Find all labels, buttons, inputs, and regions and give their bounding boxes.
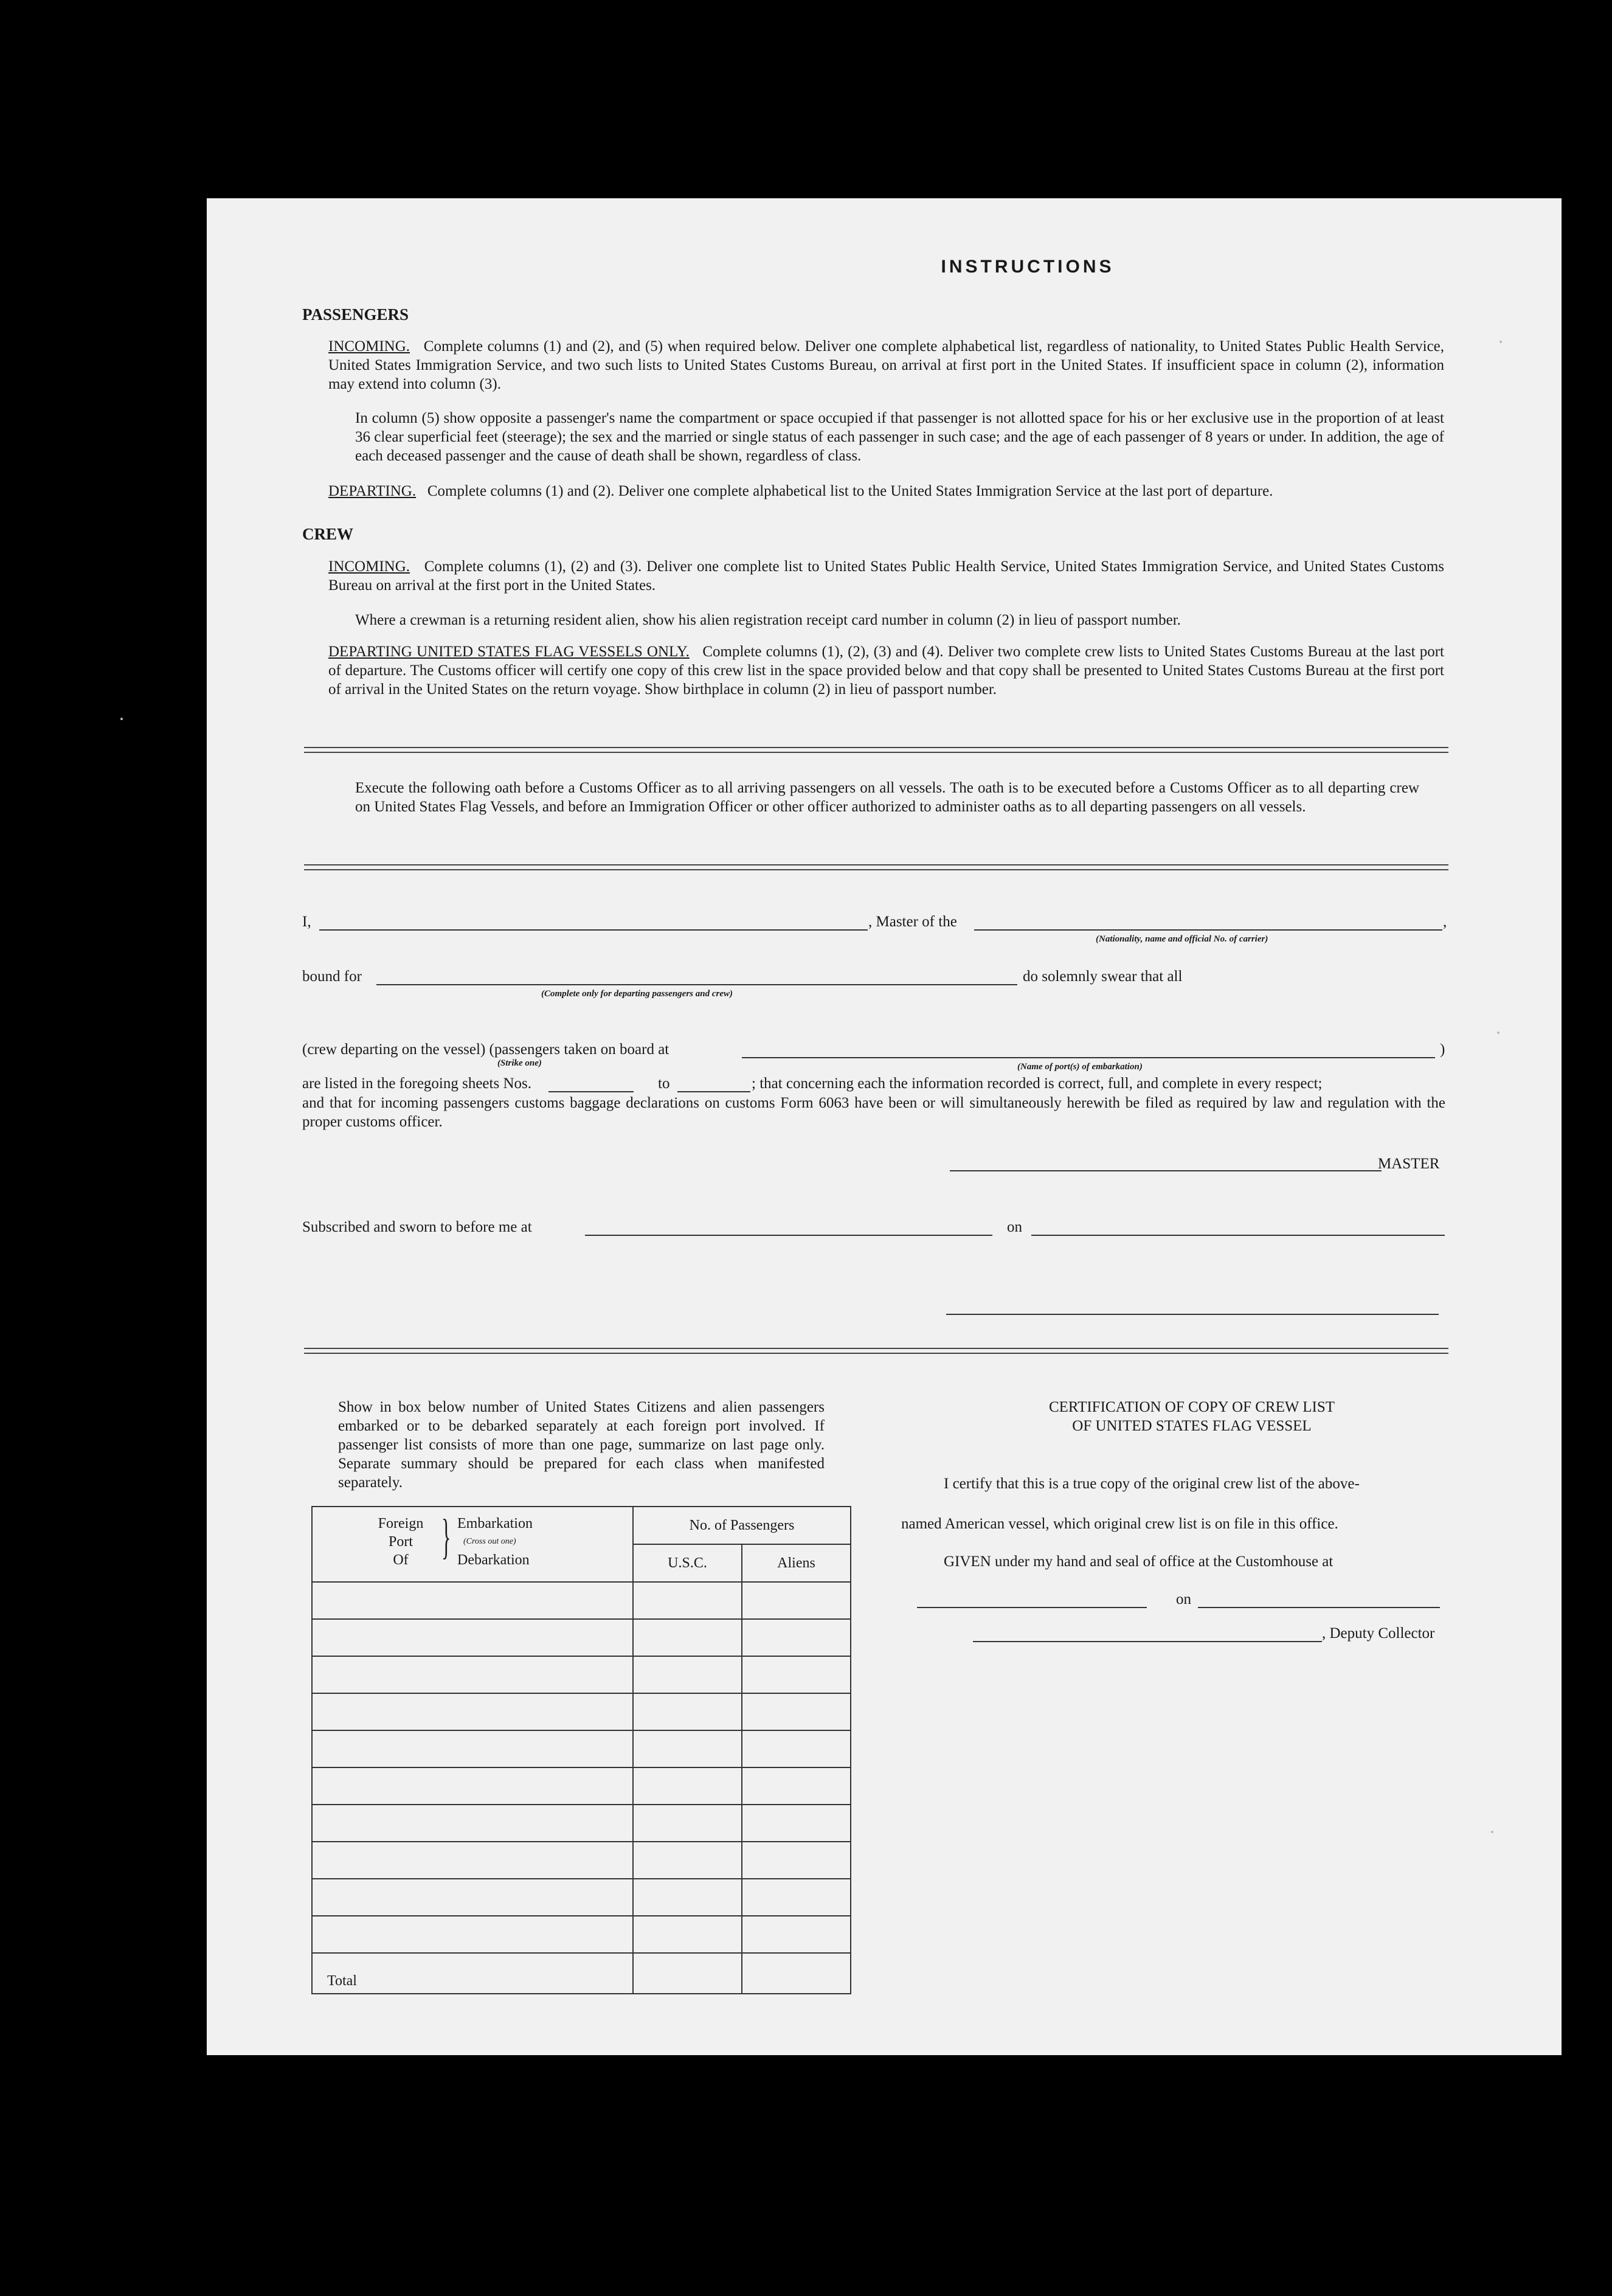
bound-for-field[interactable]	[376, 984, 1017, 985]
master-name-field[interactable]	[319, 929, 868, 931]
sheet-from-field[interactable]	[548, 1091, 634, 1092]
certification-text-2: named American vessel, which original crew list is on file in this office.	[901, 1516, 1338, 1532]
usc-cell[interactable]	[633, 1582, 742, 1619]
certification-given: GIVEN under my hand and seal of office at the Customhouse at	[944, 1553, 1334, 1570]
passengers-heading: PASSENGERS	[302, 305, 409, 324]
certification-on-label: on	[1176, 1591, 1191, 1608]
to-label: to	[658, 1075, 670, 1092]
oath-instruction: Execute the following oath before a Customs Officer as to all arriving passengers on all vessels. The oath is to be executed before a Customs Officer as to all departing crew on United States Flag Vessels, and before an Immigration Officer or other officer authorized to administer oaths as to all departing passengers on all vessels.	[355, 780, 1419, 815]
page-title: INSTRUCTIONS	[941, 257, 1115, 277]
divider	[304, 1348, 1448, 1354]
crew-departing-lead: DEPARTING UNITED STATES FLAG VESSELS ONLY.	[328, 643, 690, 660]
usc-cell[interactable]	[633, 1730, 742, 1767]
scan-speck	[1497, 1032, 1500, 1034]
port-cell[interactable]	[312, 1656, 633, 1693]
sworn-place-field[interactable]	[585, 1235, 992, 1236]
crew-incoming-lead: INCOMING.	[328, 558, 410, 575]
crew-departing-paragraph	[328, 642, 1444, 699]
certification-title	[955, 1398, 1429, 1435]
passengers-departing-text: Complete columns (1) and (2). Deliver one complete alphabetical list to the United States Immigration Service at the last port of departure.	[427, 483, 1273, 499]
aliens-cell[interactable]	[742, 1656, 851, 1693]
usc-cell[interactable]	[633, 1916, 742, 1953]
master-label: MASTER	[1378, 1156, 1440, 1172]
passengers-incoming-text: Complete columns (1) and (2), and (5) when required below. Deliver one complete alphabetical list, regardless of nationality, to United States Public Health Service, United States Immigration Service, and two such lists to United States Customs Bureau, on arrival at first port in the United States. If insufficient space in column (2), information may extend into column (3).	[328, 338, 1445, 392]
certify-text-2: and that for incoming passengers customs baggage declarations on customs Form 6063 have been or will simultaneously herewith be filed as required by law and regulation with the proper customs officer.	[302, 1095, 1445, 1130]
vessel-name-field[interactable]	[974, 929, 1442, 931]
crew-incoming-paragraph	[328, 557, 1444, 595]
usc-cell[interactable]	[633, 1805, 742, 1842]
master-of-label: , Master of the	[868, 914, 957, 930]
crew-departing-label: (crew departing on the vessel) (passengers taken on board at	[302, 1041, 669, 1058]
aliens-cell[interactable]	[742, 1693, 851, 1730]
strike-one-caption: (Strike one)	[497, 1058, 542, 1068]
comma: ,	[1443, 914, 1447, 930]
crew-incoming-text: Complete columns (1), (2) and (3). Deliver one complete list to United States Public Health Service, United States Immigration Service, and United States Customs Bureau on arrival at the first port in the United States.	[328, 558, 1445, 594]
port-cell[interactable]	[312, 1730, 633, 1767]
master-signature-field[interactable]	[950, 1170, 1382, 1171]
sheets-label: are listed in the foregoing sheets Nos.	[302, 1075, 531, 1092]
aliens-header: Aliens	[742, 1544, 851, 1582]
aliens-cell[interactable]	[742, 1582, 851, 1619]
customhouse-field[interactable]	[917, 1607, 1147, 1608]
passengers-column5-paragraph: In column (5) show opposite a passenger's name the compartment or space occupied if that passenger is not allotted space for his or her exclusive use in the proportion of at least 36 clear superficial feet (steerage); the sex and the married or single status of each passenger in such case; and the age of each passenger of 8 years or under. In addition, the age of each deceased passenger and the cause of death shall be shown, regardless of class.	[355, 410, 1444, 464]
passengers-departing-lead: DEPARTING.	[328, 483, 417, 499]
port-cell[interactable]	[312, 1879, 633, 1916]
port-cell[interactable]	[312, 1916, 633, 1953]
usc-cell[interactable]	[633, 1619, 742, 1656]
officer-signature-field[interactable]	[946, 1314, 1439, 1315]
scan-speck	[1500, 341, 1502, 343]
bound-for-caption: (Complete only for departing passengers and crew)	[541, 989, 733, 999]
divider	[304, 747, 1448, 753]
port-label-of: Of	[393, 1552, 409, 1568]
usc-cell[interactable]	[633, 1693, 742, 1730]
certify-text-1: ; that concerning each the information recorded is correct, full, and complete in every respect;	[752, 1075, 1323, 1092]
certification-text-1: I certify that this is a true copy of the original crew list of the above-	[944, 1476, 1360, 1492]
passengers-departing-paragraph	[328, 482, 1444, 501]
usc-cell[interactable]	[633, 1656, 742, 1693]
on-label: on	[1007, 1219, 1022, 1235]
deputy-collector-label: , Deputy Collector	[1322, 1625, 1435, 1642]
usc-cell[interactable]	[633, 1842, 742, 1879]
aliens-cell[interactable]	[742, 1879, 851, 1916]
port-cell[interactable]	[312, 1842, 633, 1879]
total-label: Total	[312, 1953, 633, 1994]
nationality-caption: (Nationality, name and official No. of carrier)	[1096, 934, 1268, 944]
scan-speck	[1491, 1831, 1493, 1833]
passengers-header: No. of Passengers	[633, 1507, 851, 1544]
close-paren: )	[1440, 1041, 1445, 1058]
port-cell[interactable]	[312, 1619, 633, 1656]
port-caption: (Name of port(s) of embarkation)	[1017, 1062, 1143, 1072]
scan-speck	[120, 718, 123, 720]
passenger-summary-table	[311, 1506, 851, 1994]
cross-out-caption: (Cross out one)	[463, 1537, 516, 1546]
brace-icon: }	[441, 1510, 451, 1564]
usc-cell[interactable]	[633, 1767, 742, 1805]
certification-date-field[interactable]	[1198, 1607, 1440, 1608]
aliens-cell[interactable]	[742, 1730, 851, 1767]
port-cell[interactable]	[312, 1693, 633, 1730]
usc-header: U.S.C.	[633, 1544, 742, 1582]
passengers-incoming-lead: INCOMING.	[328, 338, 410, 355]
bound-for-label: bound for	[302, 968, 362, 985]
port-label-port: Port	[388, 1534, 413, 1550]
aliens-cell[interactable]	[742, 1767, 851, 1805]
sworn-date-field[interactable]	[1031, 1235, 1445, 1236]
debarkation-label: Debarkation	[457, 1552, 530, 1568]
port-label-foreign: Foreign	[378, 1516, 424, 1531]
port-cell[interactable]	[312, 1582, 633, 1619]
port-cell[interactable]	[312, 1767, 633, 1805]
usc-cell[interactable]	[633, 1879, 742, 1916]
sheet-to-field[interactable]	[677, 1091, 750, 1092]
aliens-total-cell[interactable]	[742, 1953, 851, 1994]
aliens-cell[interactable]	[742, 1842, 851, 1879]
crew-resident-paragraph: Where a crewman is a returning resident alien, show his alien registration receipt card number in column (2) in lieu of passport number.	[355, 612, 1181, 628]
deputy-signature-field[interactable]	[973, 1641, 1322, 1642]
subscribed-label: Subscribed and sworn to before me at	[302, 1219, 532, 1235]
certification-title-line-1: CERTIFICATION OF COPY OF CREW LIST	[1048, 1399, 1335, 1415]
embarkation-label: Embarkation	[457, 1516, 533, 1531]
embarkation-port-field[interactable]	[742, 1057, 1435, 1058]
aliens-cell[interactable]	[742, 1916, 851, 1953]
aliens-cell[interactable]	[742, 1619, 851, 1656]
certification-title-line-2: OF UNITED STATES FLAG VESSEL	[1072, 1418, 1312, 1434]
summary-instruction: Show in box below number of United States Citizens and alien passengers embarked or to be debarked separately at each foreign port involved. If passenger list consists of more than one page, summarize on last page only. Separate summary should be prepared for each class when manifested separately.	[338, 1399, 825, 1491]
form-page	[207, 198, 1562, 2055]
port-header-cell	[312, 1507, 633, 1582]
port-cell[interactable]	[312, 1805, 633, 1842]
divider	[304, 864, 1448, 870]
oath-i-label: I,	[302, 914, 311, 930]
aliens-cell[interactable]	[742, 1805, 851, 1842]
usc-total-cell[interactable]	[633, 1953, 742, 1994]
crew-departing-text: Complete columns (1), (2), (3) and (4). Deliver two complete crew lists to United States Customs Bureau at the last port of departure. The Customs officer will certify one copy of this crew list in the space provided below and that copy shall be presented to United States Customs Bureau at the first port of arrival in the United States on the return voyage. Show birthplace in column (2) in lieu of passport number.	[328, 643, 1445, 698]
swear-label: do solemnly swear that all	[1023, 968, 1183, 985]
passengers-incoming-paragraph	[328, 337, 1444, 394]
crew-heading: CREW	[302, 525, 354, 543]
